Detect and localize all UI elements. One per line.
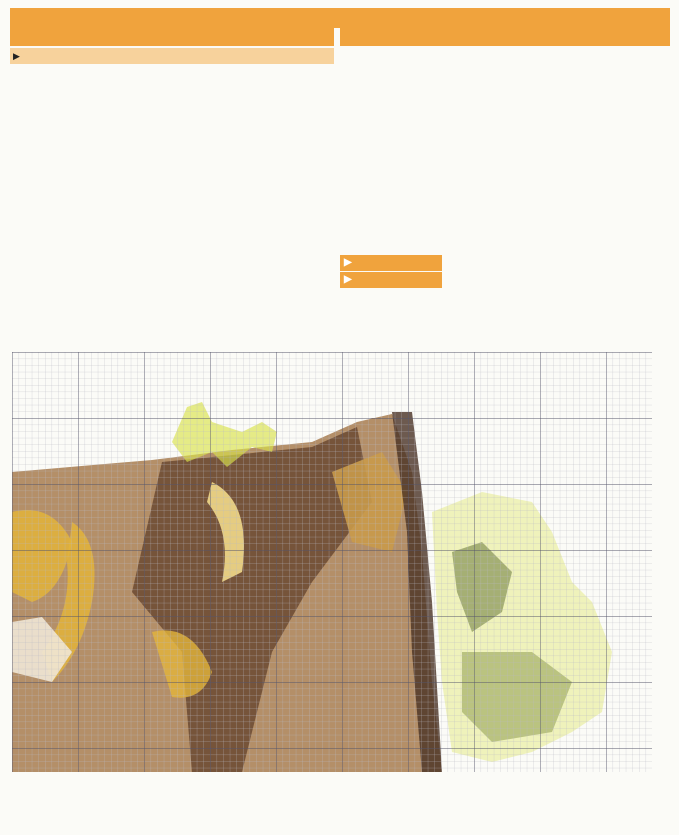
pattern-chart bbox=[12, 352, 667, 792]
arrow-icon: ▶ bbox=[13, 51, 20, 61]
legend bbox=[10, 8, 670, 346]
pattern-chart-svg bbox=[12, 352, 667, 792]
stitch-note bbox=[10, 48, 334, 64]
right-header bbox=[340, 28, 670, 46]
left-header bbox=[10, 28, 334, 46]
legend-title bbox=[10, 8, 670, 28]
stitch-count-label: ▶ bbox=[340, 255, 442, 271]
stitch-size-label: ▶ bbox=[340, 272, 442, 288]
coarse-grid bbox=[12, 352, 652, 772]
